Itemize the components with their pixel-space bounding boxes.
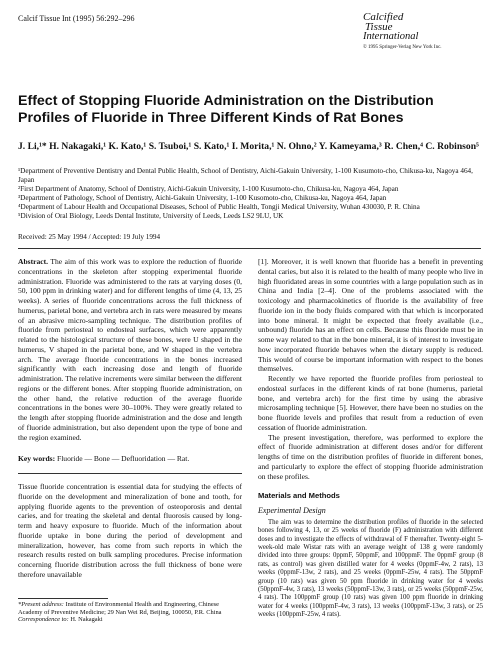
right-paragraph-1: [1]. Moreover, it is well known that fluoride has a benefit in preventing dental caries, but also it is related to the health of many people who live in high fluoridated areas in some countries with a large population such as in China and India [2–4]. One of the problems associated with the toxicology and pharmacokinetics of fluoride is the availability of free fluoride ion in the body fluids compared with that which is incorporated into bone mineral. It might be expected that freely available (i.e., unbound) fluoride has an effect on cells. Because this fluoride must be in some way related to that in the bone mineral, it is of interest to investigate how incorporated fluoride behaves when the dietary supply is reduced. This would of course be important information with respect to the bones themselves. — [258, 257, 483, 374]
present-address-label: *Present address: — [18, 601, 64, 608]
design-paragraph: The aim was to determine the distribution profiles of fluoride in the selected bones following 4, 13, or 25 weeks of fluoride (F) administration with different doses and to investigate the effects of withdrawal of F thereafter. Twenty-eight 5-week-old male Wistar rats with an average weight of 138 g were randomly divided into three groups: 0ppmF, 50ppmF, and 100ppmF. The 0ppmF group (8 rats, as control) was given distilled water for 4 weeks (0ppmF-4w, 2 rats), 13 weeks (0ppmF-13w, 2 rats), and 25 weeks (0ppmF-25w, 4 rats). The 50ppmF group (10 rats) was given 50 ppm fluoride in drinking water for 4 weeks (50ppmF-4w, 3 rats), 13 weeks (50ppmF-13w, 3 rats), or 25 weeks (50ppmF-25w, 4 rats). The 100ppmF group (10 rats) was given 100 ppm fluoride in drinking water for 4 weeks (100ppmF-4w, 3 rats), 13 weeks (100ppmF-13w, 3 rats), or 25 weeks (100ppmF-25w, 4 rats). — [258, 518, 483, 619]
correspondence-label: Correspondence to: — [18, 616, 69, 624]
author-list: J. Li,¹* H. Nakagaki,¹ K. Kato,¹ S. Tsuboi,¹ S. Kato,¹ I. Morita,¹ N. Ohno,² Y. Kameyama,³ R. Chen,⁴ C. Robinson⁵ — [18, 141, 479, 152]
keywords-line — [18, 454, 242, 463]
logo-line-2: Tissue — [365, 21, 393, 33]
journal-logo — [363, 12, 483, 50]
journal-citation: Calcif Tissue Int (1995) 56:292–296 — [18, 14, 135, 23]
divider-abstract — [18, 473, 242, 474]
affiliation-2: ²First Department of Anatomy, School of Dentistry, Aichi-Gakuin University, 1-100 Kusumoto-cho, Chikusa-ku, Nagoya 464, Japan — [18, 184, 399, 193]
affiliations — [18, 167, 488, 220]
abstract-section — [18, 257, 242, 442]
abstract-text: The aim of this work was to explore the reduction of fluoride concentrations in the skeleton after stopping experimental fluoride administration. Fluoride was administered to the rats at varying doses (0, 50, 100 ppm in drinking water) and for different lengths of time (4, 13, 25 weeks). A series of fluoride concentrations across the full thickness of humerus, parietal bone, and vertebra arch in rats were measured by means of an abrasive micro-sampling technique. The distribution profiles of fluoride from periosteal to endosteal surfaces, which were apparently related to the histological structure of these bones, were U shaped in the humerus, V shaped in the parietal bone, and W shaped in the vertebra arch. The average fluoride concentrations in the bones increased significantly with each increasing dose and length of fluoride administration. The relative increments were similar between the different regions or the different bones. After stopping fluoride administration, on the other hand, the relative reduction of the average fluoride concentrations in the bones were 30–100%. They were greatly related to the length after stopping fluoride administration and the dose and length of fluoride administration, but also dependent upon the type of bone and the region examined. — [18, 257, 242, 442]
logo-line-3: International — [363, 31, 419, 42]
received-dates: Received: 25 May 1994 / Accepted: 19 July 1994 — [18, 233, 161, 241]
footnote-rule — [18, 598, 108, 599]
footnote — [18, 601, 242, 624]
article-title: Effect of Stopping Fluoride Administration on the Distribution Profiles of Fluoride in Three Different Kinds of Rat Bones — [18, 93, 434, 126]
present-address-text: Institute of Environmental Health and Engineering, Chinese Academy of Preventive Medicine; 29 Nan Wei Rd, Beijing, 100050, P.R. China — [18, 601, 222, 616]
keywords-label: Key words: — [18, 454, 56, 463]
right-paragraph-2: Recently we have reported the fluoride profiles from periosteal to endosteal surfaces in the different kinds of rat bone (humerus, parietal bone, and vertebra arch) for the first time by using the abrasive microsampling technique [5]. However, there have been no studies on the bone fluoride levels and profiles that result from a reduction of even cessation of fluoride administration. — [258, 374, 483, 432]
right-paragraph-3: The present investigation, therefore, was performed to explore the effect of fluoride administration at different doses and/or for different lengths of time on the distribution profiles of fluoride in different bones, and particularly to explore the effect of stopping fluoride administration on these profiles. — [258, 432, 483, 481]
materials-heading: Materials and Methods — [258, 491, 340, 501]
intro-paragraph: Tissue fluoride concentration is essential data for studying the effects of fluoride on the development and mineralization of bone and tooth, for applying fluoride agents to the prevention of osteoporosis and dental caries, and for treating the skeletal and dental fluorosis caused by long-term and heavy exposure to fluoride. Much of the information about fluoride uptake in bone during the period of development and mineralization, however, has come from such reports in which the research results rested on bulk sampling procedures. Precise information concerning fluoride distribution across the full thickness of bone were therefore unavailable — [18, 482, 242, 579]
affiliation-5: ⁵Division of Oral Biology, Leeds Dental Institute, University of Leeds, Leeds LS2 9LU, UK — [18, 211, 284, 220]
abstract-label: Abstract. — [18, 257, 48, 266]
affiliation-4: ⁴Department of Labour Health and Occupational Diseases, School of Public Health, Tongji Medical University, Wuhan 430030, P. R. China — [18, 202, 420, 211]
divider-top — [18, 248, 481, 249]
design-heading: Experimental Design — [258, 506, 326, 515]
introduction-text — [18, 482, 242, 580]
keywords-text: Fluoride — Bone — Defluoridation — Rat. — [57, 454, 190, 463]
affiliation-3: ³Department of Pathology, School of Dentistry, Aichi-Gakuin University, 1-100 Kusomoto-cho, Chikusa-ku, Nagoya 464, Japan — [18, 193, 387, 202]
affiliation-1: ¹Department of Preventive Dentistry and Dental Public Health, School of Dentistry, Aichi-Gakuin University, 1-100 Kusumoto-cho, Chikusa-ku, Nagoya 464, Japan — [18, 167, 473, 184]
logo-line-1: Calcified — [363, 11, 404, 23]
correspondence-text: H. Nakagaki — [70, 616, 103, 624]
copyright-notice: © 1995 Springer-Verlag New York Inc. — [363, 45, 442, 50]
right-column — [258, 257, 483, 620]
